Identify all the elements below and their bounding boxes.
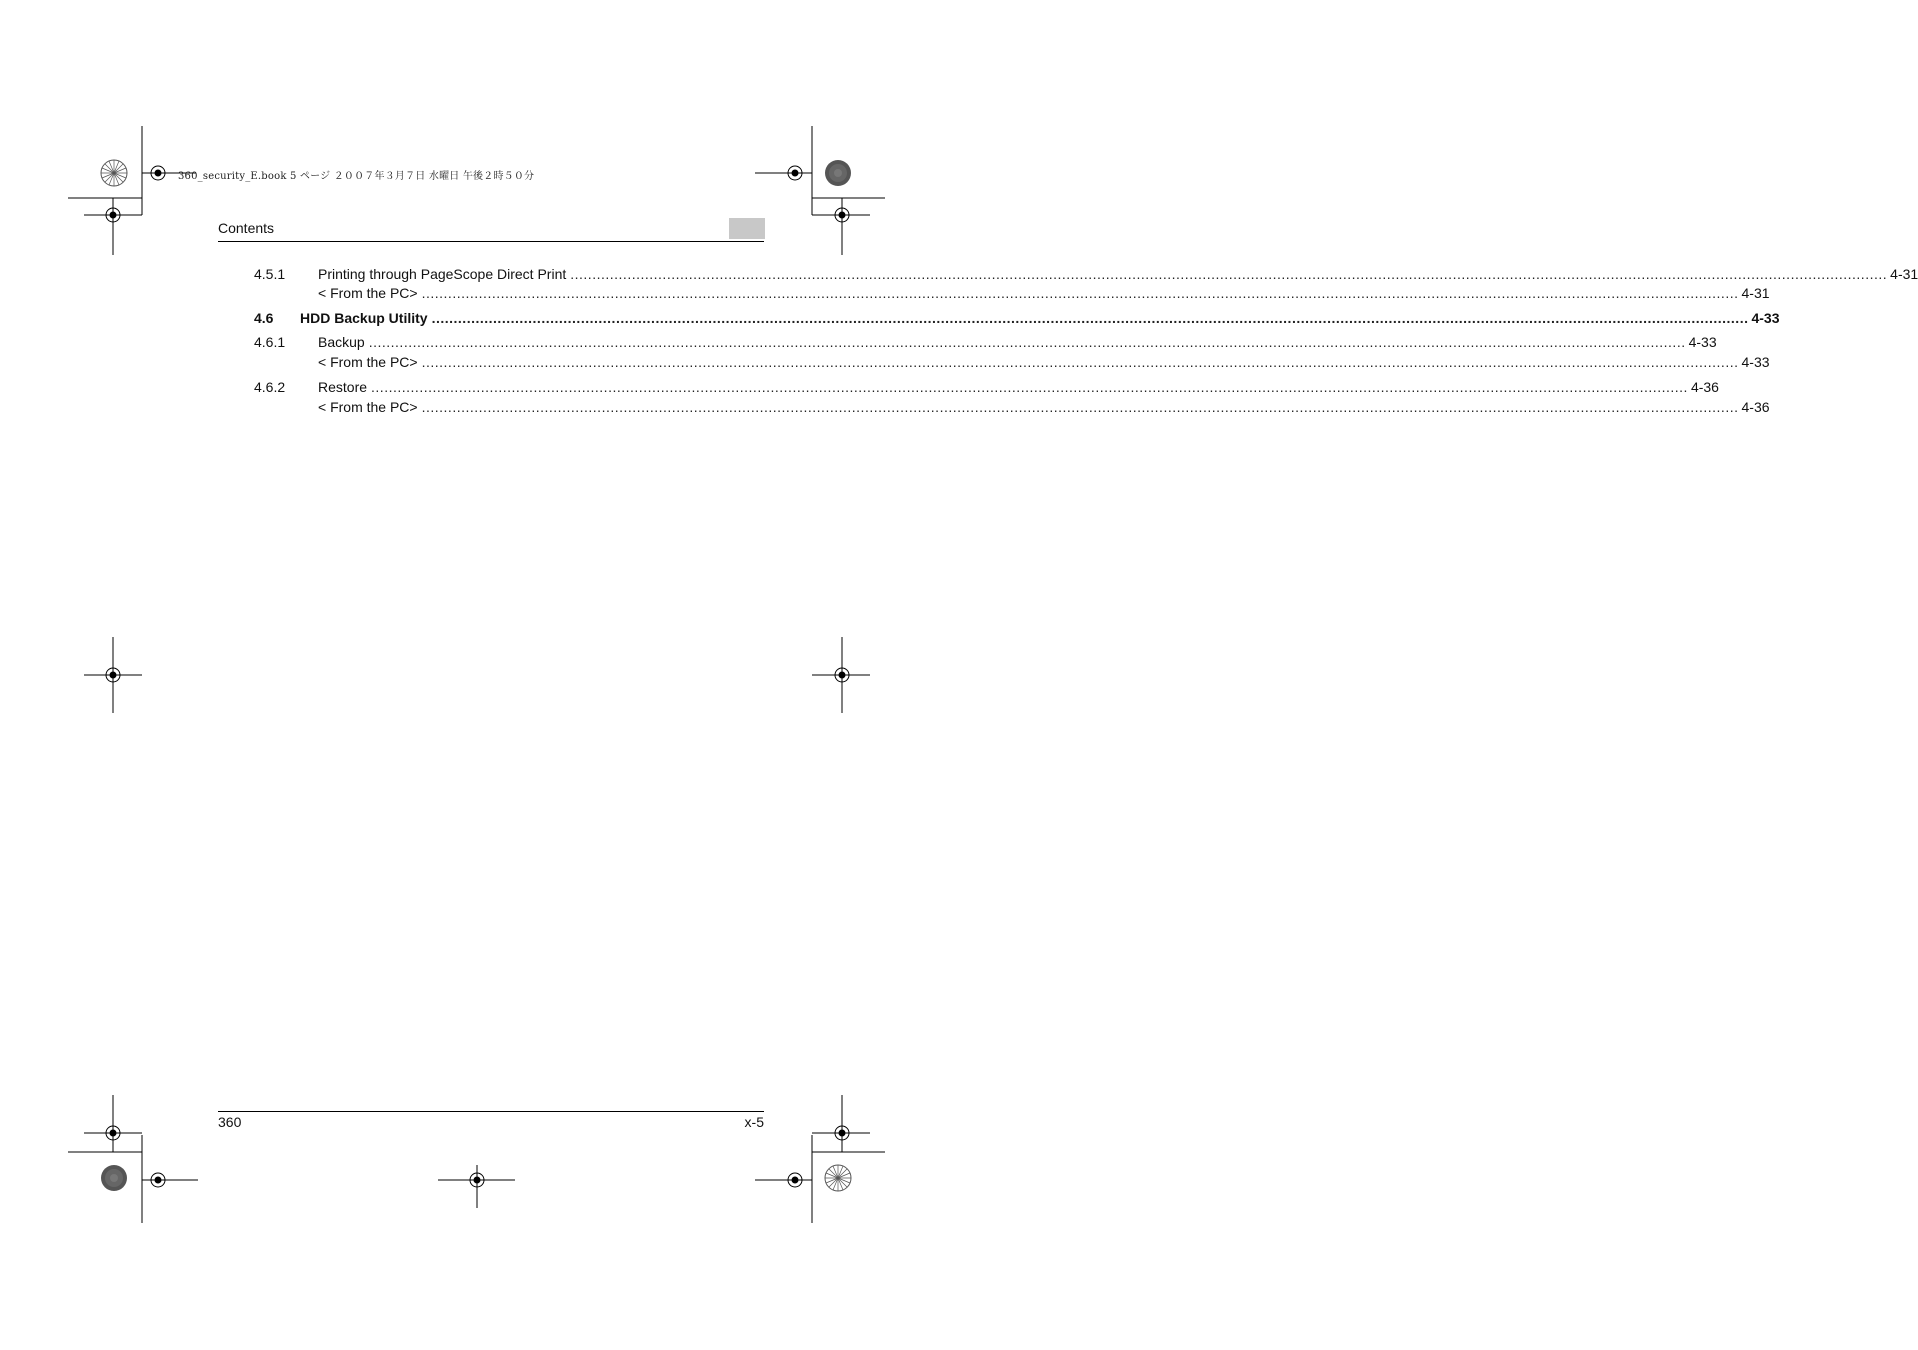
toc-page-number: 4-31 [1741,285,1770,301]
toc-entry-line [300,310,1780,326]
toc-entry[interactable] [254,285,1770,303]
running-header-title: Contents [218,220,275,236]
toc-entry[interactable] [254,399,1770,417]
toc-section-number: 4.6.1 [254,334,286,350]
toc-page-number: 4-31 [1890,266,1918,282]
toc-title: Backup [318,334,365,350]
toc-entry-line [318,334,1717,350]
toc-page-number: 4-36 [1690,379,1719,395]
dot-leader: ............................................................................................................................................................................................................................................................................................................ [421,285,1739,301]
toc-section-number: 4.5.1 [254,266,286,282]
dot-leader: ............................................................................................................................................................................................................................................................................................................ [570,266,1888,282]
toc-entry-line [318,379,1719,395]
toc-title: < From the PC> [318,354,418,370]
toc-section-number: 4.6.2 [254,379,286,395]
dot-leader: ............................................................................................................................................................................................................................................................................................................ [421,399,1739,415]
toc-page-number: 4-33 [1751,310,1780,326]
section-thumb-tab [729,218,765,239]
toc-title: < From the PC> [318,285,418,301]
toc-page-number: 4-33 [1688,334,1717,350]
toc-entry[interactable] [254,379,1719,397]
printer-slug-line: 360_security_E.book 5 ページ ２００７年３月７日 水曜日 午後２時５０分 [178,171,535,182]
toc-entry[interactable] [254,334,1717,352]
toc-title: HDD Backup Utility [300,310,428,326]
toc-title: < From the PC> [318,399,418,415]
dot-leader: ............................................................................................................................................................................................................................................................................................................ [371,379,1688,395]
dot-leader: ............................................................................................................................................................................................................................................................................................................ [421,354,1739,370]
crop-marks [0,0,954,1350]
toc-entry-line [318,399,1770,415]
toc-title: Restore [318,379,368,395]
toc-page-number: 4-33 [1741,354,1770,370]
footer-page-number: x-5 [744,1114,764,1130]
dot-leader: ............................................................................................................................................................................................................................................................................................................ [431,310,1749,326]
toc-entry[interactable] [254,266,1918,284]
toc-entry-line [318,354,1770,370]
toc-entry[interactable] [254,310,1780,328]
toc-entry-line [318,266,1918,282]
footer-model-number: 360 [218,1114,242,1130]
toc-entry[interactable] [254,354,1770,372]
toc-title: Printing through PageScope Direct Print [318,266,567,282]
header-rule [218,241,764,242]
toc-section-number: 4.6 [254,310,274,326]
toc-entry-line [318,285,1770,301]
footer-rule [218,1111,764,1112]
dot-leader: ............................................................................................................................................................................................................................................................................................................ [368,334,1686,350]
toc-page-number: 4-36 [1741,399,1770,415]
